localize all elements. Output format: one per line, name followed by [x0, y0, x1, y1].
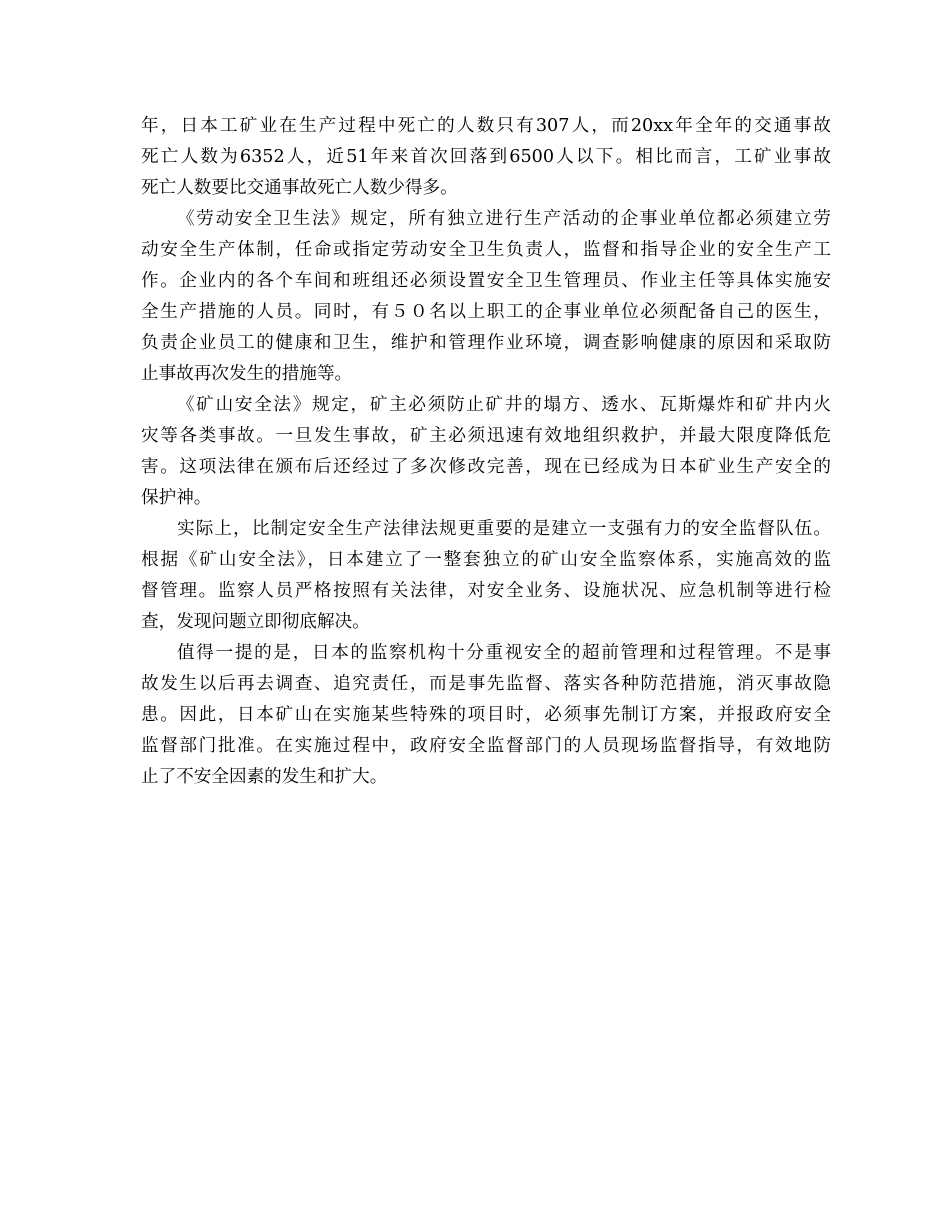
- text-line: 根据《矿山安全法》，日本建立了一整套独立的矿山安全监察体系，实施高效的监: [141, 550, 831, 570]
- text-line: 《劳动安全卫生法》规定，所有独立进行生产活动的企事业单位都必须建立劳: [177, 209, 831, 229]
- text-line: 死亡人数为6352人，近51年来首次回落到6500人以下。相比而言，工矿业事故: [141, 147, 831, 167]
- text-line: 监督部门批准。在实施过程中，政府安全监督部门的人员现场监督指导，有效地防: [141, 736, 831, 756]
- text-line: 督管理。监察人员严格按照有关法律，对安全业务、设施状况、应急机制等进行检: [141, 581, 831, 601]
- text-line: 值得一提的是，日本的监察机构十分重视安全的超前管理和过程管理。不是事: [177, 643, 831, 663]
- text-line: 负责企业员工的健康和卫生，维护和管理作业环境，调查影响健康的原因和采取防: [141, 333, 831, 353]
- text-line: 止了不安全因素的发生和扩大。: [141, 767, 388, 787]
- text-line: 全生产措施的人员。同时，有５０名以上职工的企事业单位必须配备自己的医生，: [141, 302, 831, 322]
- paragraph: [141, 204, 831, 390]
- text-line: 查，发现问题立即彻底解决。: [141, 612, 370, 632]
- text-line: 灾等各类事故。一旦发生事故，矿主必须迅速有效地组织救护，并最大限度降低危: [141, 426, 831, 446]
- text-line: 患。因此，日本矿山在实施某些特殊的项目时，必须事先制订方案，并报政府安全: [141, 705, 831, 725]
- text-line: 作。企业内的各个车间和班组还必须设置安全卫生管理员、作业主任等具体实施安: [141, 271, 831, 291]
- paragraph: [141, 514, 831, 638]
- paragraph: [141, 390, 831, 514]
- document-body: [141, 111, 831, 793]
- text-line: 实际上，比制定安全生产法律法规更重要的是建立一支强有力的安全监督队伍。: [177, 519, 831, 539]
- text-line: 年，日本工矿业在生产过程中死亡的人数只有307人，而20xx年全年的交通事故: [141, 116, 831, 136]
- paragraph: [141, 638, 831, 793]
- paragraph: [141, 111, 831, 204]
- text-line: 《矿山安全法》规定，矿主必须防止矿井的塌方、透水、瓦斯爆炸和矿井内火: [177, 395, 831, 415]
- text-line: 故发生以后再去调查、追究责任，而是事先监督、落实各种防范措施，消灭事故隐: [141, 674, 831, 694]
- text-line: 动安全生产体制，任命或指定劳动安全卫生负责人，监督和指导企业的安全生产工: [141, 240, 831, 260]
- text-line: 止事故再次发生的措施等。: [141, 364, 353, 384]
- text-line: 保护神。: [141, 488, 212, 508]
- text-line: 死亡人数要比交通事故死亡人数少得多。: [141, 178, 458, 198]
- text-line: 害。这项法律在颁布后还经过了多次修改完善，现在已经成为日本矿业生产安全的: [141, 457, 831, 477]
